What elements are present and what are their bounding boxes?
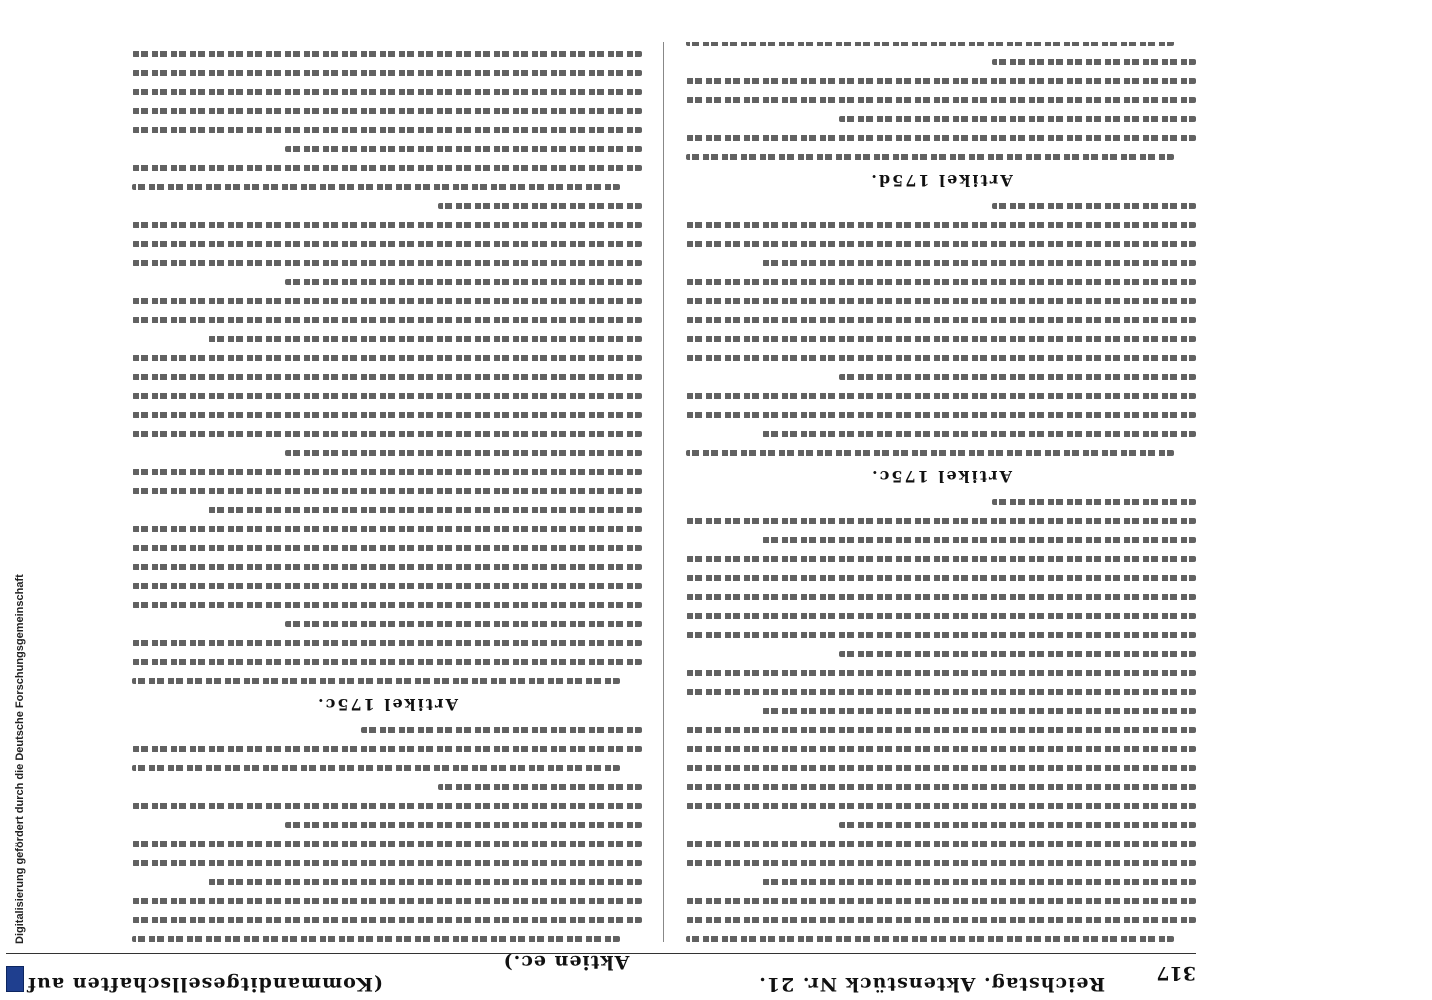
text-line [686, 689, 1196, 695]
text-line [992, 59, 1196, 65]
text-line [763, 708, 1197, 714]
text-line [686, 556, 1196, 562]
text-line [132, 602, 642, 608]
text-line [686, 518, 1196, 524]
text-line [132, 222, 642, 228]
running-title-right: (Kommanditgesellschaften auf Aktien ec.) [26, 951, 630, 995]
running-header [6, 951, 1196, 995]
text-line [763, 431, 1197, 437]
paragraph [686, 42, 1196, 46]
text-line [686, 803, 1196, 809]
text-line [686, 841, 1196, 847]
paragraph [686, 203, 1196, 456]
credit-text: Digitalisierung gefördert durch die Deutsche Forschungsgemeinschaft [14, 574, 26, 944]
article-heading: Artikel 175c. [870, 467, 1012, 486]
text-line [686, 241, 1196, 247]
column-divider [663, 42, 664, 942]
text-line [132, 412, 642, 418]
text-line [132, 640, 642, 646]
running-title-left: Reichstag. Aktenstück Nr. 21. [758, 973, 1106, 995]
text-line [686, 784, 1196, 790]
text-line [285, 450, 642, 456]
text-line [763, 879, 1197, 885]
text-line [209, 336, 643, 342]
text-line [362, 727, 643, 733]
text-line [686, 765, 1196, 771]
text-line [132, 765, 620, 771]
text-line [686, 860, 1196, 866]
paragraph [132, 203, 642, 684]
article-heading: Artikel 175d. [869, 171, 1013, 190]
paragraph [132, 42, 642, 190]
text-line [763, 537, 1197, 543]
text-line [132, 393, 642, 399]
text-line [686, 298, 1196, 304]
text-line [686, 746, 1196, 752]
paragraph [132, 784, 642, 942]
text-line [438, 784, 642, 790]
text-line [686, 78, 1196, 84]
text-line [686, 575, 1196, 581]
text-line [132, 917, 642, 923]
text-line [992, 203, 1196, 209]
running-title [6, 951, 1126, 995]
column-left [686, 42, 1196, 942]
text-line [132, 241, 642, 247]
text-line [132, 127, 642, 133]
text-line [132, 860, 642, 866]
text-line [839, 822, 1196, 828]
column-right [132, 42, 642, 942]
text-line [132, 659, 642, 665]
text-line [686, 154, 1174, 160]
text-line [686, 727, 1196, 733]
text-line [686, 336, 1196, 342]
text-line [132, 545, 642, 551]
text-line [132, 317, 642, 323]
paragraph [686, 59, 1196, 160]
text-line [686, 279, 1196, 285]
text-line [992, 499, 1196, 505]
text-line [132, 70, 642, 76]
text-line [132, 583, 642, 589]
paragraph [686, 499, 1196, 942]
text-line [686, 917, 1196, 923]
text-line [132, 355, 642, 361]
text-line [839, 651, 1196, 657]
text-line [686, 936, 1174, 942]
text-line [839, 374, 1196, 380]
text-line [132, 374, 642, 380]
text-line [132, 298, 642, 304]
text-line [686, 317, 1196, 323]
dfg-logo-icon [6, 966, 24, 992]
text-line [686, 594, 1196, 600]
text-line [132, 469, 642, 475]
text-line [686, 97, 1196, 103]
text-line [686, 898, 1196, 904]
text-line [285, 822, 642, 828]
text-line [209, 879, 643, 885]
paragraph [132, 727, 642, 771]
text-line [686, 450, 1174, 456]
text-line [132, 51, 642, 57]
text-line [132, 184, 620, 190]
header-rule [6, 953, 1196, 954]
text-line [132, 165, 642, 171]
text-line [132, 526, 642, 532]
text-line [132, 108, 642, 114]
text-line [132, 803, 642, 809]
text-line [132, 564, 642, 570]
text-line [686, 222, 1196, 228]
text-line [686, 393, 1196, 399]
page-number: 317 [1156, 962, 1196, 984]
text-line [763, 260, 1197, 266]
text-line [285, 621, 642, 627]
text-line [132, 841, 642, 847]
text-line [132, 89, 642, 95]
text-line [132, 488, 642, 494]
text-line [438, 203, 642, 209]
text-line [686, 355, 1196, 361]
text-line [132, 260, 642, 266]
text-line [132, 936, 620, 942]
text-line [839, 116, 1196, 122]
text-line [132, 898, 642, 904]
text-line [132, 746, 642, 752]
text-line [686, 632, 1196, 638]
text-line [285, 146, 642, 152]
text-line [209, 507, 643, 513]
text-line [686, 412, 1196, 418]
digitization-credit [2, 0, 26, 1000]
article-heading: Artikel 175c. [316, 695, 458, 714]
text-line [686, 135, 1196, 141]
text-line [686, 613, 1196, 619]
text-line [686, 670, 1196, 676]
text-line [285, 279, 642, 285]
text-line [132, 431, 642, 437]
text-line [686, 42, 1174, 46]
text-line [132, 678, 620, 684]
